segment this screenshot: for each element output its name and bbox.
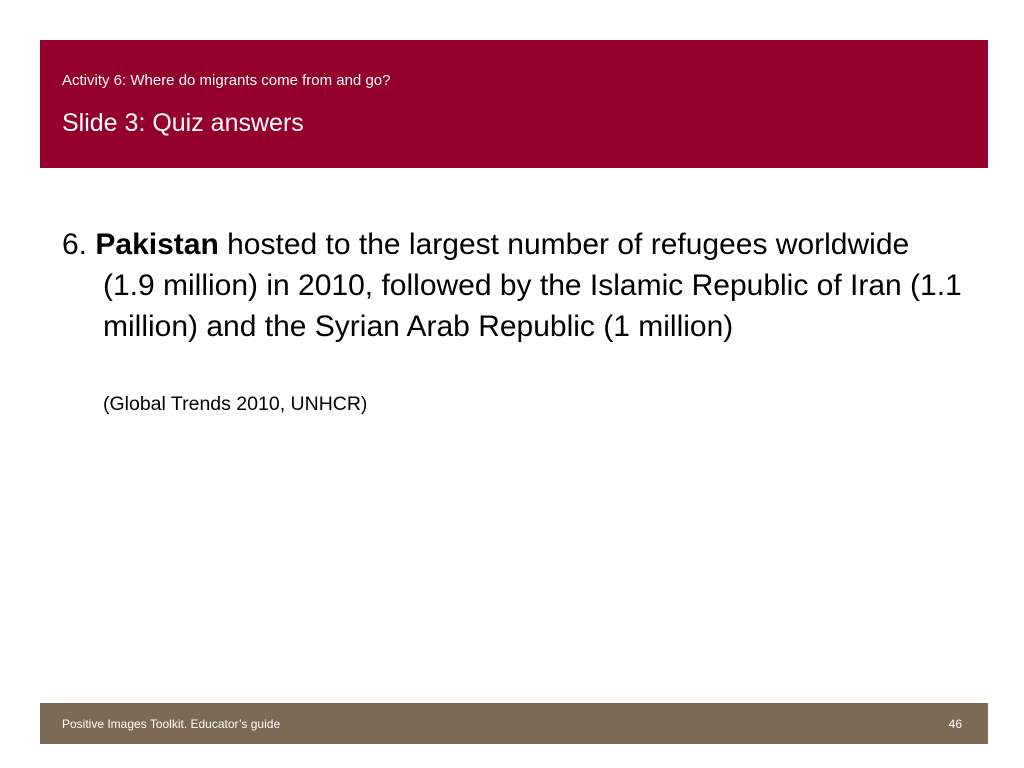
slide-body [62, 224, 962, 416]
answer-country: Pakistan [95, 228, 219, 261]
slide-title: Slide 3: Quiz answers [62, 109, 304, 137]
page-number: 46 [948, 717, 962, 731]
answer-number: 6. [62, 228, 88, 261]
slide-footer [40, 703, 988, 744]
footer-label: Positive Images Toolkit. Educator’s guide [62, 717, 281, 731]
quiz-answer-paragraph [62, 224, 962, 347]
slide-header [40, 40, 988, 168]
activity-subtitle: Activity 6: Where do migrants come from and go? [62, 72, 391, 89]
source-citation: (Global Trends 2010, UNHCR) [103, 393, 368, 415]
answer-text: hosted to the largest number of refugees worldwide (1.9 million) in 2010, followed by the Islamic Republic of Iran (1.1 million) and the Syrian Arab Republic (1 million) [103, 228, 962, 343]
